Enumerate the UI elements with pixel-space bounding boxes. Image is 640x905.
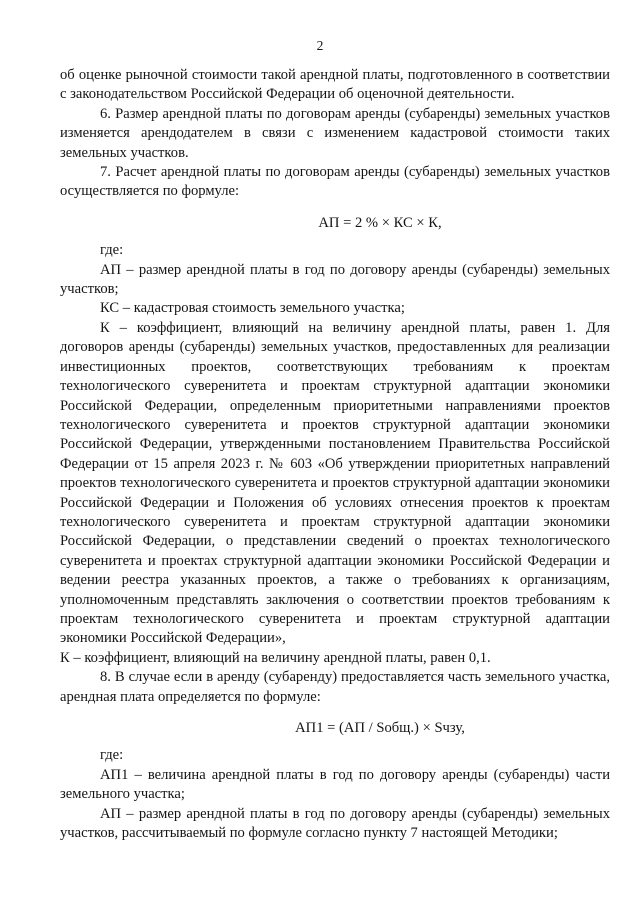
definition-ks: КС – кадастровая стоимость земельного участка;	[100, 300, 405, 317]
paragraph-7: 7. Расчет арендной платы по договорам аренды (субаренды) земельных участков осуществляется по формуле:	[60, 164, 610, 200]
where-label-2: где:	[100, 747, 124, 764]
definition-ap1: АП1 – величина арендной платы в год по договору аренды (субаренды) части земельного участка;	[60, 766, 610, 803]
definition-k-2: К – коэффициент, влияющий на величину арендной платы, равен 0,1.	[60, 649, 491, 666]
paragraph-8: 8. В случае если в аренду (субаренду) предоставляется часть земельного участка, арендная плата определяется по формуле:	[60, 669, 610, 705]
definition-ap-repeat: АП – размер арендной платы в год по договору аренды (субаренды) земельных участков, рассчитываемый по формуле согласно пункту 7 настоящей Методики;	[60, 805, 610, 842]
formula-partial-rent: АП1 = (АП / Sобщ.) × Sчзу,	[295, 720, 465, 736]
definition-k-1: К – коэффициент, влияющий на величину арендной платы, равен 1. Для договоров аренды (субаренды) земельных участков, предоставленных для реализации инвестиционных проектов, соответствующих требованиям к проектам технологического суверенитета и проектам структурной адаптации экономики Российской Федерации, определенным приоритетными направлениями проектов технологического суверенитета и проектов структурной адаптации экономики Российской Федерации, утвержденными постановлением Правительства Российской Федерации от 15 апреля 2023 г. № 603 «Об утверждении приоритетных направлений проектов технологического суверенитета и проектов структурной адаптации экономики Российской Федерации и Положения об условиях отнесения проектов к проектам технологического суверенитета и проектам структурной адаптации экономики Российской Федерации, о представлении сведений о проектах технологического суверенитета и проектах структурной адаптации экономики Российской Федерации и ведении реестра указанных проектов, а также о требованиях к организациям, уполномоченным представлять заключения о соответствии проектов требованиям к проектам технологического суверенитета и проектам структурной адаптации экономики Российской Федерации»,	[60, 319, 610, 647]
paragraph-6: 6. Размер арендной платы по договорам аренды (субаренды) земельных участков изменяется арендодателем в связи с изменением кадастровой стоимости таких земельных участков.	[60, 105, 610, 161]
page-number: 2	[316, 38, 324, 53]
paragraph-intro-continuation: об оценке рыночной стоимости такой арендной платы, подготовленного в соответствии с законодательством Российской Федерации об оценочной деятельности.	[60, 67, 610, 103]
where-label-1: где:	[100, 242, 124, 259]
document-body	[60, 66, 610, 843]
definition-ap: АП – размер арендной платы в год по договору аренды (субаренды) земельных участков;	[60, 261, 610, 298]
formula-rent: АП = 2 % × КС × К,	[318, 214, 442, 231]
